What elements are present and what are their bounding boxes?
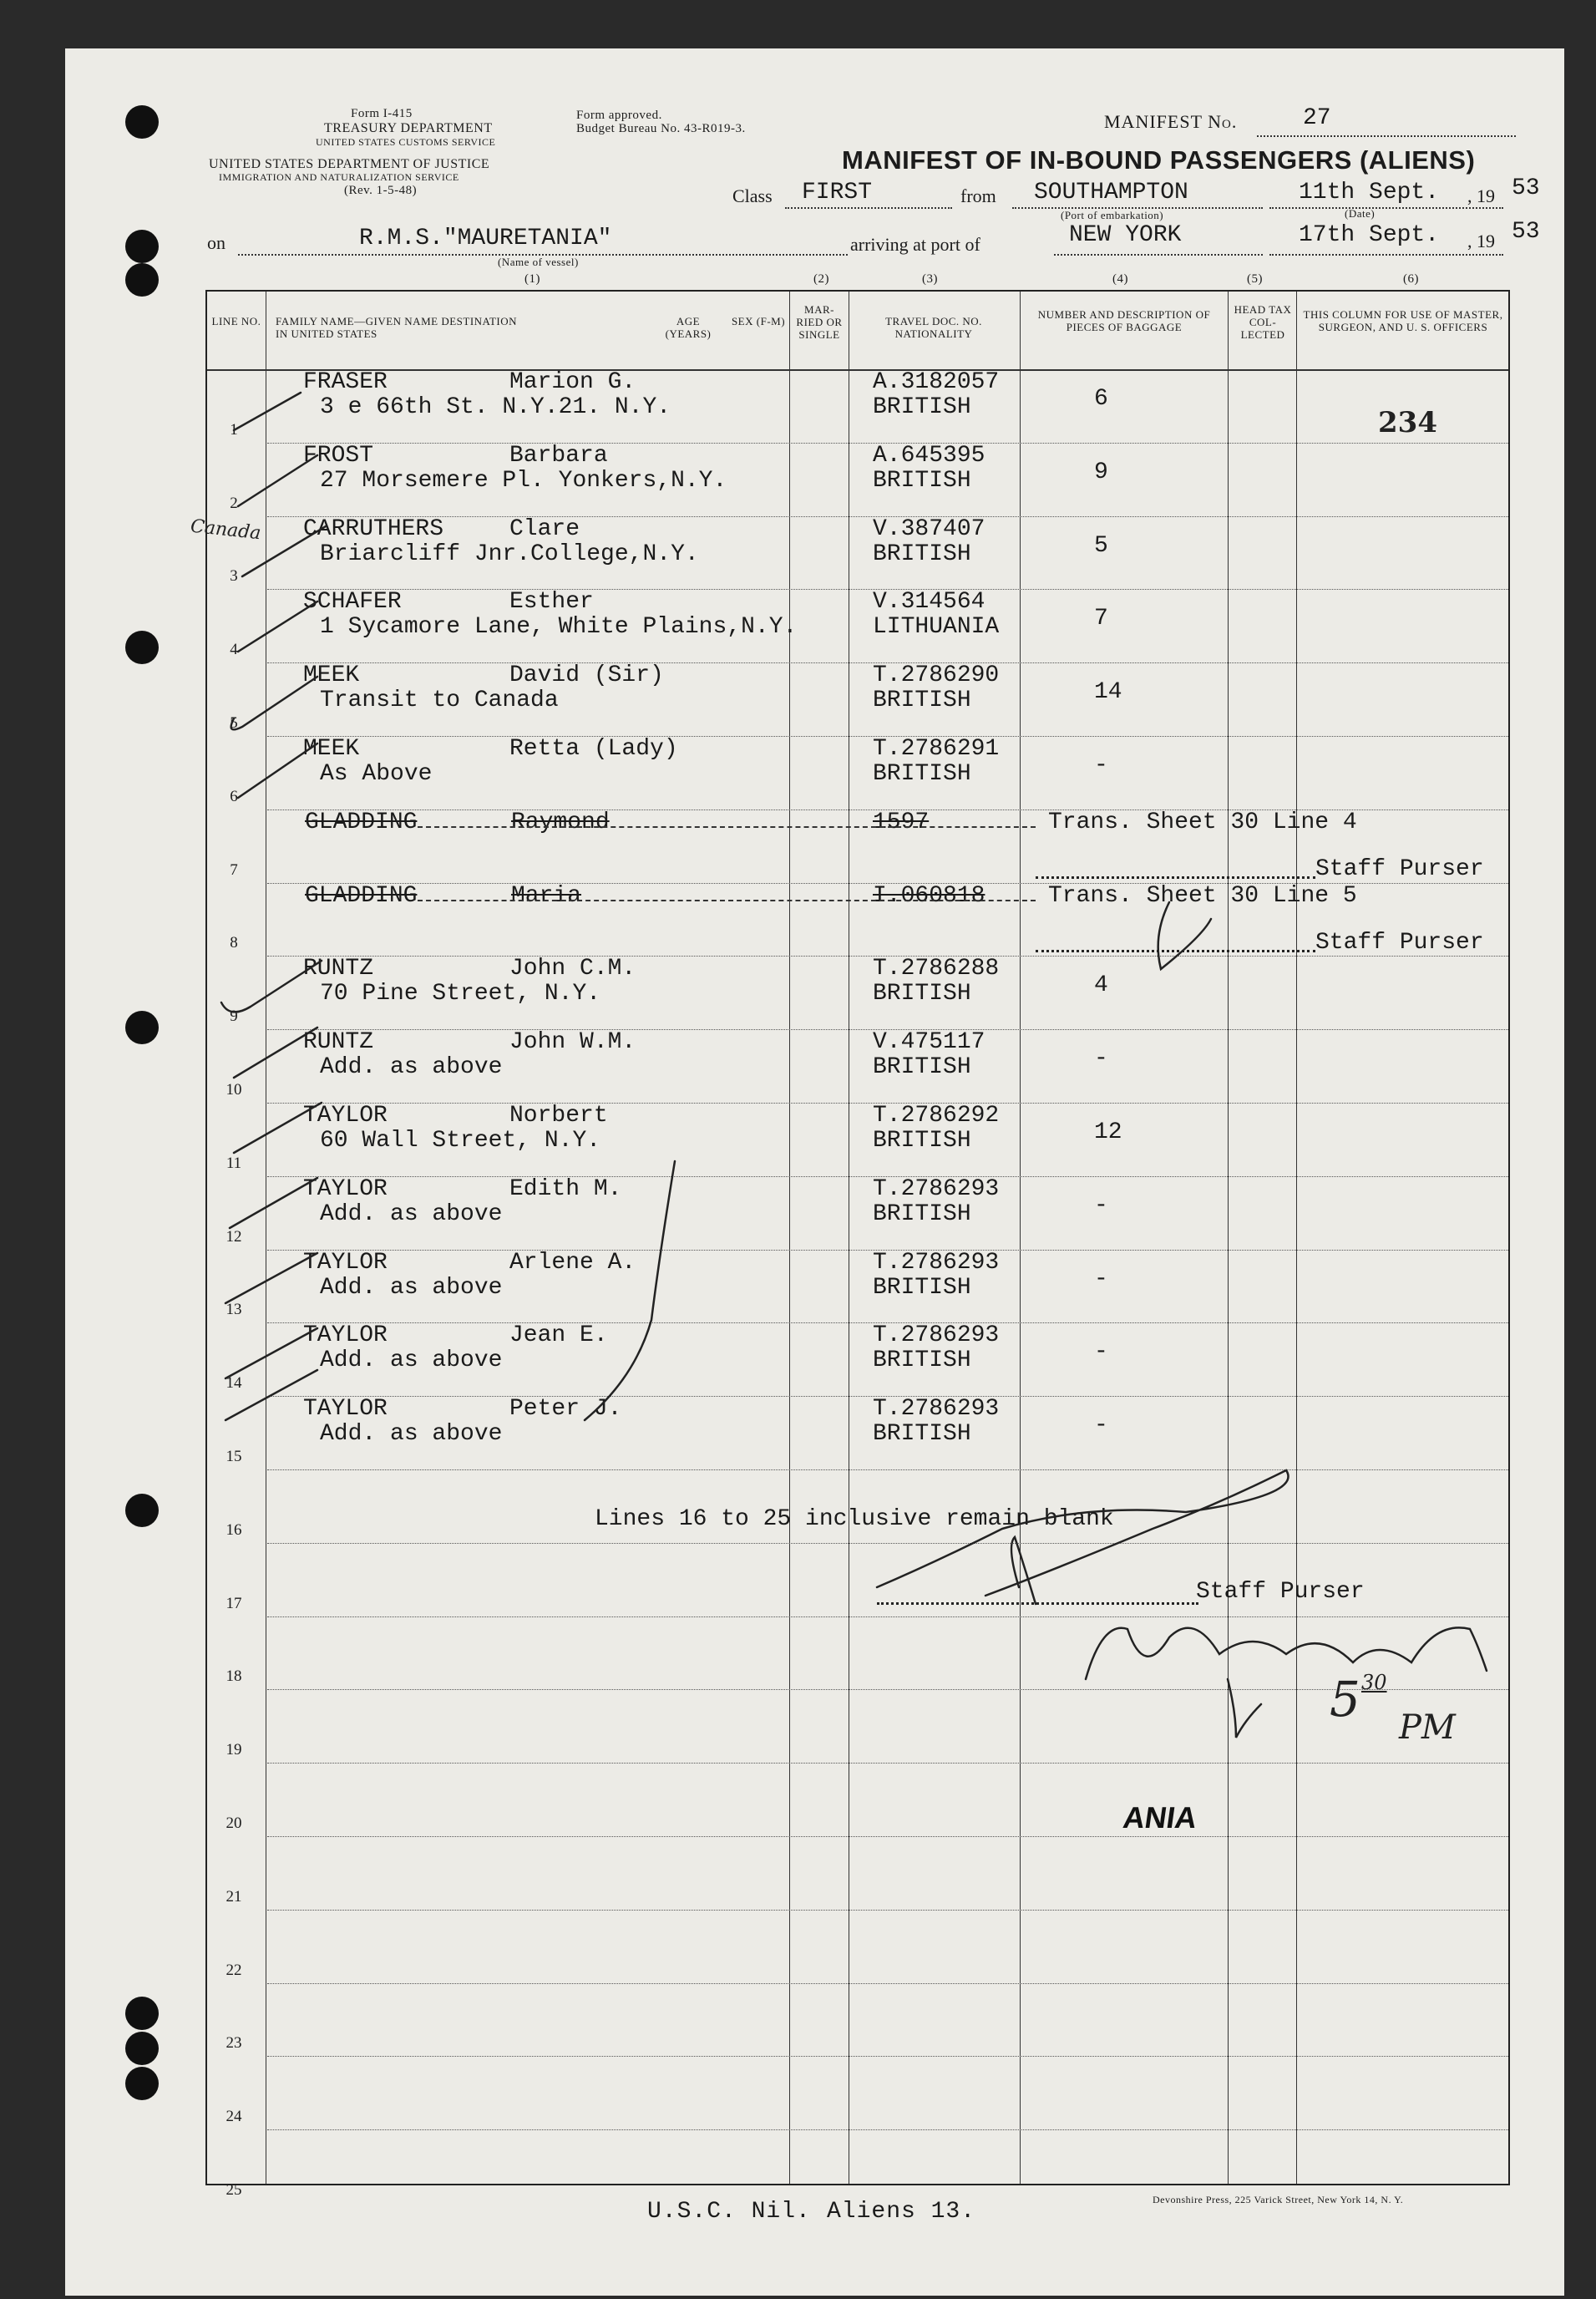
family-name: FRASER [303, 369, 388, 395]
nationality: BRITISH [873, 688, 971, 714]
header-name: FAMILY NAME—GIVEN NAME DESTINATION IN UNITED STATES [276, 315, 518, 340]
budget-bureau: Budget Bureau No. 43-R019-3. [576, 122, 746, 135]
header-age: AGE (YEARS) [665, 315, 712, 340]
arrive-date: 17th Sept. [1299, 222, 1440, 248]
travel-doc-number: T.2786292 [873, 1103, 1000, 1129]
officer-signature [1228, 1679, 1261, 1738]
travel-doc-number: V.314564 [873, 589, 985, 616]
line-number: 6 [230, 787, 238, 805]
check-mark [238, 601, 317, 652]
arriving-label: arriving at port of [850, 234, 980, 255]
family-name: MEEK [303, 662, 360, 689]
arrive-port: NEW YORK [1069, 222, 1182, 248]
given-name: Clare [509, 515, 580, 542]
line-number: 24 [225, 2108, 242, 2126]
column-number: (4) [1112, 272, 1128, 286]
baggage-count: 5 [1094, 532, 1108, 559]
travel-doc-number: A.3182057 [873, 369, 1000, 395]
family-name: SCHAFER [303, 589, 402, 616]
line-number: 2 [230, 494, 238, 512]
baggage-count: 12 [1094, 1119, 1122, 1145]
destination: 3 e 66th St. N.Y.21. N.Y. [320, 394, 671, 420]
line-number: 10 [225, 1081, 242, 1099]
given-name: Retta (Lady) [509, 736, 678, 762]
destination: Add. as above [320, 1347, 503, 1374]
given-name: John C.M. [509, 956, 636, 982]
header-baggage: NUMBER AND DESCRIPTION OF PIECES OF BAGGAGE [1037, 308, 1211, 333]
baggage-count: 9 [1094, 459, 1108, 485]
given-name: Marion G. [509, 369, 636, 395]
family-name: RUNTZ [303, 956, 374, 982]
header-officers: THIS COLUMN FOR USE OF MASTER, SURGEON, AND U. S. OFFICERS [1303, 308, 1503, 333]
footer-aliens: Aliens 13. [827, 2199, 976, 2225]
given-name: David (Sir) [509, 662, 664, 689]
printer-note: Devonshire Press, 225 Varick Street, New York 14, N. Y. [1153, 2194, 1404, 2205]
destination: Transit to Canada [320, 688, 559, 714]
year-prefix: , 19 [1467, 185, 1495, 206]
destination: Briarcliff Jnr.College,N.Y. [320, 540, 699, 567]
line-number: 9 [230, 1007, 238, 1026]
struck-travel-doc: 1597 [873, 809, 930, 835]
baggage-count: - [1094, 1339, 1108, 1366]
line-number: 22 [225, 1961, 242, 1979]
column-number: (2) [813, 272, 829, 286]
transfer-purser: Staff Purser [1315, 929, 1484, 956]
from-label: from [960, 185, 996, 206]
struck-given-name: Raymond [511, 809, 610, 835]
line-number: 8 [230, 934, 238, 952]
handwritten-margin-note: Canada [189, 515, 262, 545]
family-name: FROST [303, 442, 374, 469]
manifest-no: 27 [1303, 105, 1331, 131]
struck-family-name: GLADDING [305, 809, 418, 835]
class-label: Class [732, 185, 773, 206]
vessel-name: R.M.S."MAURETANIA" [359, 226, 612, 251]
struck-travel-doc: I.060818 [873, 882, 985, 909]
header-travel-doc: TRAVEL DOC. NO. NATIONALITY [885, 315, 982, 340]
check-mark [221, 961, 322, 1012]
check-mark [234, 1103, 322, 1153]
baggage-count: 14 [1094, 679, 1122, 706]
justice-label: UNITED STATES DEPARTMENT OF JUSTICE [209, 157, 490, 171]
line-number: 20 [225, 1814, 242, 1832]
line-number: 1 [230, 420, 238, 439]
purser-sign: Staff Purser [1196, 1579, 1365, 1605]
line-number: 13 [225, 1301, 242, 1319]
baggage-count: 7 [1094, 606, 1108, 632]
destination: Add. as above [320, 1274, 503, 1301]
nationality: BRITISH [873, 540, 971, 567]
nationality: LITHUANIA [873, 614, 1000, 641]
given-name: Peter J. [509, 1396, 622, 1423]
column-number: (1) [524, 272, 540, 286]
given-name: Edith M. [509, 1175, 622, 1202]
given-name: Norbert [509, 1103, 608, 1129]
initials-flourish [877, 1470, 1289, 1596]
given-name: Arlene A. [509, 1249, 636, 1276]
check-mark [238, 743, 317, 798]
blank-lines-note: Lines 16 to 25 inclusive remain blank [595, 1506, 1114, 1532]
line-number: 18 [225, 1667, 242, 1686]
form-approved: Form approved. [576, 109, 662, 122]
handwritten-pm: PM [1399, 1708, 1456, 1747]
check-mark [238, 455, 317, 506]
destination: As Above [320, 761, 433, 787]
on-label: on [207, 232, 225, 253]
destination: Add. as above [320, 1200, 503, 1227]
destination: 60 Wall Street, N.Y. [320, 1128, 601, 1154]
check-mark [242, 526, 326, 576]
travel-doc-number: T.2786293 [873, 1322, 1000, 1349]
customs-label: UNITED STATES CUSTOMS SERVICE [316, 136, 496, 148]
nationality: BRITISH [873, 1128, 971, 1154]
travel-doc-number: A.645395 [873, 442, 985, 469]
initials-flourish [1011, 1537, 1036, 1604]
baggage-count: 4 [1094, 972, 1108, 999]
struck-family-name: GLADDING [305, 882, 418, 909]
family-name: TAYLOR [303, 1396, 388, 1423]
check-mark [234, 393, 301, 430]
ins-label: IMMIGRATION AND NATURALIZATION SERVICE [219, 171, 459, 183]
travel-doc-number: T.2786290 [873, 662, 1000, 689]
line-number: 12 [225, 1227, 242, 1246]
family-name: RUNTZ [303, 1029, 374, 1056]
baggage-count: - [1094, 1266, 1108, 1292]
year-prefix: , 19 [1467, 231, 1495, 251]
line-number: 7 [230, 860, 238, 879]
header-sex: SEX (F-M) [731, 315, 786, 327]
check-mark [231, 677, 317, 729]
check-mark [225, 1370, 317, 1420]
nationality: BRITISH [873, 1274, 971, 1301]
check-mark [1158, 902, 1211, 969]
manifest-title: MANIFEST OF IN-BOUND PASSENGERS (ALIENS) [842, 145, 1476, 175]
baggage-count: 6 [1094, 386, 1108, 412]
handwritten-time: 5 [1330, 1671, 1360, 1728]
baggage-count: - [1094, 1192, 1108, 1219]
struck-given-name: Maria [511, 882, 582, 909]
depart-date: 11th Sept. [1299, 180, 1440, 206]
officer-number: 234 [1378, 406, 1437, 439]
header-married: MAR-RIED OR SINGLE [796, 303, 843, 341]
travel-doc-number: T.2786293 [873, 1396, 1000, 1423]
destination: Add. as above [320, 1054, 503, 1081]
family-name: MEEK [303, 736, 360, 762]
line-number: 11 [225, 1154, 242, 1172]
embark-note: (Port of embarkation) [1061, 209, 1164, 221]
nationality: BRITISH [873, 1054, 971, 1081]
check-mark [225, 1328, 317, 1378]
treasury-label: TREASURY DEPARTMENT [324, 121, 493, 135]
nationality: BRITISH [873, 761, 971, 787]
travel-doc-number: T.2786293 [873, 1175, 1000, 1202]
destination: 70 Pine Street, N.Y. [320, 981, 601, 1007]
column-number: (6) [1403, 272, 1419, 286]
line-number: 16 [225, 1520, 242, 1539]
given-name: Barbara [509, 442, 608, 469]
travel-doc-number: T.2786293 [873, 1249, 1000, 1276]
header-line-no: LINE NO. [211, 315, 261, 327]
nationality: BRITISH [873, 1347, 971, 1374]
line-number: 21 [225, 1887, 242, 1906]
destination: Add. as above [320, 1421, 503, 1448]
pen-stroke [585, 1161, 675, 1420]
line-number: 25 [225, 2181, 242, 2199]
line-number: 14 [225, 1374, 242, 1393]
handwritten-time-superscript: 30 [1361, 1671, 1387, 1694]
travel-doc-number: T.2786291 [873, 736, 1000, 762]
transfer-note: Trans. Sheet 30 Line 4 [1048, 809, 1357, 835]
family-name: TAYLOR [303, 1322, 388, 1349]
stamp-fragment: ANIA [1121, 1800, 1199, 1835]
depart-year: 53 [1512, 175, 1540, 201]
arrive-year: 53 [1512, 219, 1540, 245]
baggage-count: - [1094, 753, 1108, 779]
transfer-note: Trans. Sheet 30 Line 5 [1048, 882, 1357, 909]
footer-usc: U.S.C. Nil. [647, 2199, 811, 2225]
family-name: CARRUTHERS [303, 515, 444, 542]
check-mark [234, 1028, 317, 1078]
manifest-no-label: MANIFEST No. [1104, 111, 1238, 132]
rev-label: (Rev. 1-5-48) [344, 184, 418, 197]
baggage-count: - [1094, 1046, 1108, 1073]
family-name: TAYLOR [303, 1103, 388, 1129]
check-mark [230, 1178, 317, 1228]
line-number: 19 [225, 1741, 242, 1759]
travel-doc-number: V.475117 [873, 1029, 985, 1056]
date-note: (Date) [1345, 207, 1376, 220]
line-number: 3 [230, 567, 238, 586]
column-number: (3) [922, 272, 938, 286]
baggage-count: - [1094, 1413, 1108, 1439]
line-number: 23 [225, 2034, 242, 2053]
line-number: 4 [230, 641, 238, 659]
officer-signature [1086, 1627, 1487, 1679]
line-number: 17 [225, 1594, 242, 1612]
from-port: SOUTHAMPTON [1034, 180, 1188, 206]
column-number: (5) [1247, 272, 1263, 286]
given-name: Jean E. [509, 1322, 608, 1349]
nationality: BRITISH [873, 394, 971, 420]
transfer-purser: Staff Purser [1315, 855, 1484, 882]
nationality: BRITISH [873, 1200, 971, 1227]
vessel-note: (Name of vessel) [498, 256, 579, 268]
line-number: 5 [230, 714, 238, 732]
class-value: FIRST [802, 180, 873, 206]
family-name: TAYLOR [303, 1175, 388, 1202]
given-name: Esther [509, 589, 594, 616]
line-number: 15 [225, 1448, 242, 1465]
travel-doc-number: T.2786288 [873, 956, 1000, 982]
nationality: BRITISH [873, 467, 971, 494]
destination: 1 Sycamore Lane, White Plains,N.Y. [320, 614, 798, 641]
nationality: BRITISH [873, 1421, 971, 1448]
given-name: John W.M. [509, 1029, 636, 1056]
header-head-tax: HEAD TAX COL-LECTED [1234, 303, 1292, 341]
family-name: TAYLOR [303, 1249, 388, 1276]
check-mark [225, 1253, 317, 1303]
nationality: BRITISH [873, 981, 971, 1007]
form-number: Form I-415 [351, 107, 413, 120]
travel-doc-number: V.387407 [873, 515, 985, 542]
destination: 27 Morsemere Pl. Yonkers,N.Y. [320, 467, 727, 494]
